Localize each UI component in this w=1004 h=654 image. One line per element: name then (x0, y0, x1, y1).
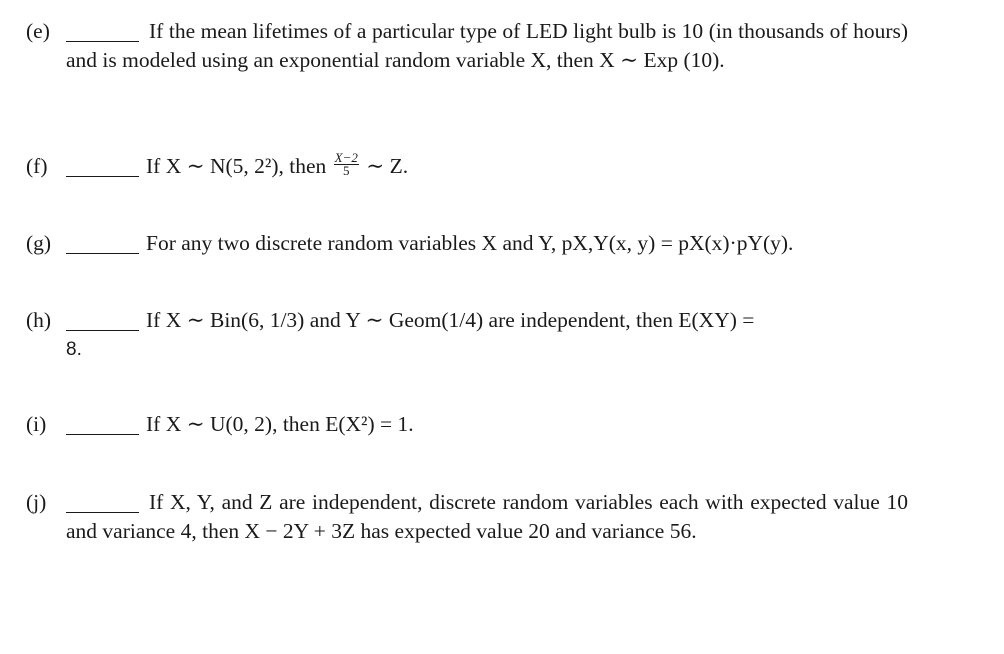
fraction-numerator: X−2 (334, 149, 358, 165)
question-text: If X ∼ U(0, 2), then E(X²) = 1. (146, 412, 414, 436)
answer-blank[interactable] (66, 330, 139, 331)
fraction (334, 149, 359, 178)
question-label: (g) (26, 231, 52, 255)
question-continuation: 8. (66, 339, 82, 360)
fraction-denominator: 5 (343, 162, 350, 178)
answer-blank[interactable] (66, 176, 139, 177)
question-text: For any two discrete random variables X and Y, pX,Y(x, y) = pX(x)·pY(y). (146, 231, 794, 255)
question-label: (j) (26, 490, 47, 514)
question-text: If X ∼ N(5, 2²), then $\frac{X-2}{5}$ ∼ Z. (146, 149, 409, 178)
answer-blank[interactable] (66, 253, 139, 254)
question-label: (h) (26, 308, 52, 332)
question-label: (f) (26, 154, 48, 178)
question-text: If the mean lifetimes of a particular type of LED light bulb is 10 (in thousands of hours) and is modeled using an exponential random variable X, then X ∼ Exp (10). (66, 19, 908, 72)
answer-blank[interactable] (66, 434, 139, 435)
question-label: (e) (26, 19, 50, 43)
question-text: If X ∼ Bin(6, 1/3) and Y ∼ Geom(1/4) are independent, then E(XY) = (146, 308, 755, 332)
question-label: (i) (26, 412, 47, 436)
question-text: If X, Y, and Z are independent, discrete random variables each with expected value 10 and variance 4, then X − 2Y + 3Z has expected value 20 and variance 56. (66, 490, 908, 543)
